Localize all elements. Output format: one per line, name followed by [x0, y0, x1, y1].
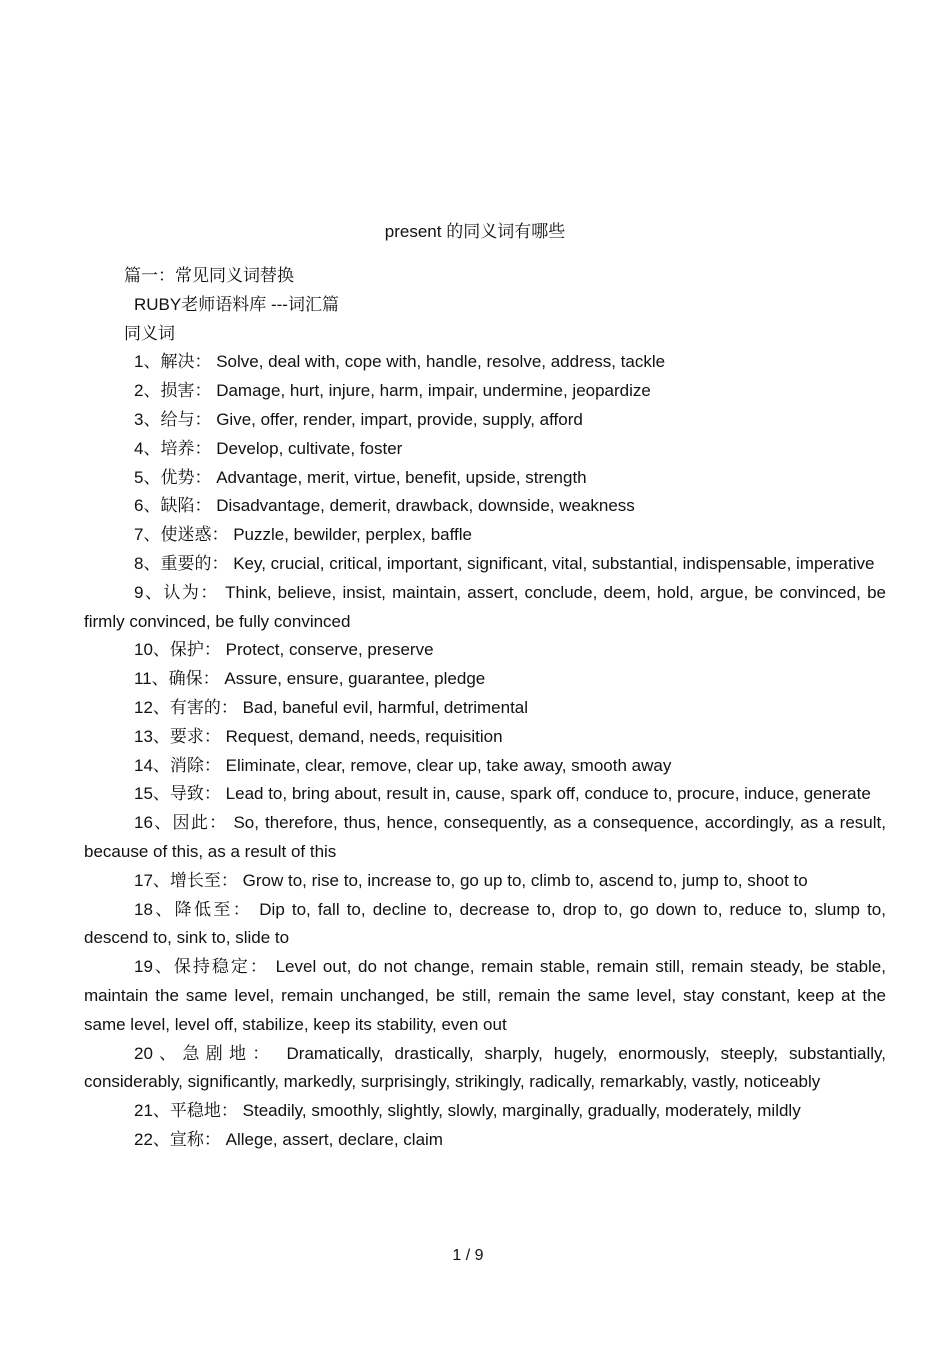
entry-synonyms: Steadily, smoothly, slightly, slowly, marginally, gradually, moderately, mildly [242, 1101, 801, 1121]
entry-label: 11、确保： [134, 669, 220, 689]
entry-synonyms: Think, believe, insist, maintain, assert, conclude, deem, hold, argue, be convinced, be firmly convinced, be fully convinced [84, 582, 886, 631]
page-title: present 的同义词有哪些 [384, 222, 566, 241]
entry-label: 18、降低至： [134, 899, 253, 919]
entry-label: 5、优势： [134, 467, 212, 487]
entry-synonyms: Develop, cultivate, foster [216, 438, 403, 458]
entry-label: 16、因此： [134, 813, 228, 833]
synonym-entry [84, 1126, 886, 1155]
synonym-entry [84, 723, 886, 752]
synonym-list [84, 348, 886, 1154]
source-line: RUBY老师语料库 ---词汇篇 [134, 294, 339, 314]
synonym-entry [84, 665, 886, 694]
synonym-entry [84, 550, 886, 579]
entry-label: 1、解决： [134, 352, 212, 372]
synonym-entry [84, 636, 886, 665]
entry-label: 10、保护： [134, 640, 221, 660]
synonym-entry [84, 492, 886, 521]
entry-label: 7、使迷惑： [134, 525, 229, 545]
synonym-entry [84, 809, 886, 867]
entry-synonyms: Damage, hurt, injure, harm, impair, undermine, jeopardize [216, 381, 651, 401]
synonym-entry [84, 752, 886, 781]
synonym-entry [84, 406, 886, 435]
entry-label: 3、给与： [134, 409, 212, 429]
entry-synonyms: Dramatically, drastically, sharply, hugely, enormously, steeply, substantially, considerably, significantly, markedly, surprisingly, strikingly, radically, remarkably, vastly, noticeably [84, 1043, 886, 1092]
entry-label: 2、损害： [134, 381, 212, 401]
synonym-entry [84, 464, 886, 493]
entry-synonyms: Solve, deal with, cope with, handle, resolve, address, tackle [216, 352, 666, 372]
entry-synonyms: Advantage, merit, virtue, benefit, upside, strength [216, 467, 587, 487]
entry-label: 19、保持稳定： [134, 957, 269, 977]
entry-label: 9、认为： [134, 582, 219, 602]
synonym-entry [84, 377, 886, 406]
page-number: 1 / 9 [452, 1247, 484, 1264]
entry-label: 12、有害的： [134, 697, 238, 717]
document-body [84, 262, 886, 1155]
synonym-entry [84, 348, 886, 377]
synonym-entry [84, 1040, 886, 1098]
entry-synonyms: Protect, conserve, preserve [225, 640, 434, 660]
entry-label: 6、缺陷： [134, 496, 212, 516]
synonym-entry [84, 694, 886, 723]
entry-label: 21、平稳地： [134, 1101, 238, 1121]
entry-label: 20、急剧地： [134, 1043, 276, 1063]
entry-synonyms: Puzzle, bewilder, perplex, baffle [233, 525, 472, 545]
entry-label: 15、导致： [134, 784, 221, 804]
synonym-entry [84, 521, 886, 550]
entry-label: 8、重要的： [134, 553, 229, 573]
entry-synonyms: Allege, assert, declare, claim [225, 1129, 443, 1149]
entry-label: 17、增长至： [134, 870, 238, 890]
synonym-entry [84, 867, 886, 896]
synonym-entry [84, 896, 886, 954]
entry-synonyms: Level out, do not change, remain stable, remain still, remain steady, be stable, maintain the same level, remain unchanged, be still, remain the same level, stay constant, keep at the same level, level off, stabilize, keep its stability, even out [84, 957, 886, 1034]
entry-synonyms: Grow to, rise to, increase to, go up to, climb to, ascend to, jump to, shoot to [242, 870, 808, 890]
synonym-entry [84, 1097, 886, 1126]
entry-synonyms: Key, crucial, critical, important, significant, vital, substantial, indispensable, imperative [233, 553, 875, 573]
entry-synonyms: Bad, baneful evil, harmful, detrimental [242, 697, 529, 717]
synonym-entry [84, 435, 886, 464]
section-heading: 篇一：常见同义词替换 [124, 266, 294, 285]
entry-synonyms: So, therefore, thus, hence, consequently, as a consequence, accordingly, as a result, because of this, as a result of this [84, 813, 886, 861]
entry-synonyms: Request, demand, needs, requisition [225, 726, 503, 746]
entry-synonyms: Eliminate, clear, remove, clear up, take away, smooth away [225, 755, 672, 775]
entry-synonyms: Lead to, bring about, result in, cause, spark off, conduce to, procure, induce, generate [225, 784, 871, 804]
entry-synonyms: Assure, ensure, guarantee, pledge [224, 669, 486, 689]
entry-label: 13、要求： [134, 726, 221, 746]
synonym-entry [84, 579, 886, 637]
entry-synonyms: Dip to, fall to, decline to, decrease to, drop to, go down to, reduce to, slump to, descend to, sink to, slide to [84, 899, 886, 948]
entry-label: 22、宣称： [134, 1129, 221, 1149]
subheading: 同义词 [124, 323, 175, 343]
synonym-entry [84, 780, 886, 809]
entry-synonyms: Give, offer, render, impart, provide, supply, afford [216, 409, 583, 429]
entry-label: 4、培养： [134, 438, 212, 458]
entry-label: 14、消除： [134, 755, 221, 775]
entry-synonyms: Disadvantage, demerit, drawback, downside, weakness [216, 496, 635, 516]
synonym-entry [84, 953, 886, 1039]
